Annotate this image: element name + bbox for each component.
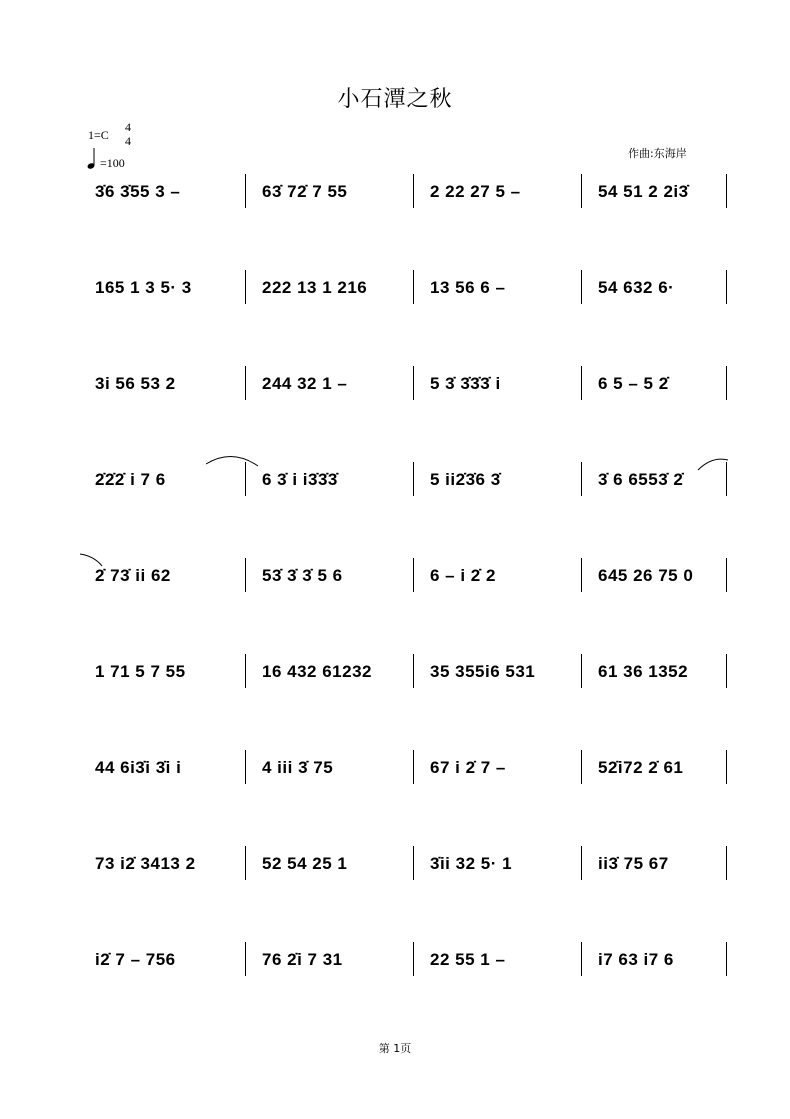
- barline: [581, 654, 582, 688]
- barline: [581, 174, 582, 208]
- measure: 53̇ 3̇ 3̇ 5 6: [262, 566, 343, 585]
- barline: [726, 654, 727, 688]
- time-signature: [123, 120, 133, 148]
- score-system: [0, 268, 790, 308]
- score-system: [0, 844, 790, 884]
- measure: 63̇ 72̇ 7 55: [262, 182, 348, 201]
- barline: [245, 174, 246, 208]
- measure: 3̇6 3̇55 3 –: [95, 182, 181, 201]
- measure: 165 1 3 5· 3: [95, 278, 192, 297]
- measure: 4 iii 3̇ 75: [262, 758, 334, 777]
- barline: [413, 654, 414, 688]
- barline: [726, 270, 727, 304]
- measure: 3i 56 53 2: [95, 374, 176, 393]
- measure: 16 432 61232: [262, 662, 372, 681]
- barline: [726, 558, 727, 592]
- measure: 6 – i 2̇ 2: [430, 566, 496, 585]
- score-system: [0, 556, 790, 596]
- barline: [581, 846, 582, 880]
- barline: [726, 846, 727, 880]
- page-number: 第 1页: [378, 1042, 412, 1055]
- measure: 645 26 75 0: [598, 566, 694, 585]
- score-system: [0, 940, 790, 980]
- barline: [413, 270, 414, 304]
- measure: 6 3̇ i i3̇3̇3̇: [262, 470, 338, 489]
- barline: [245, 462, 246, 496]
- composer-credit: 作曲:东海岸: [628, 147, 687, 160]
- barline: [245, 750, 246, 784]
- barline: [413, 366, 414, 400]
- measure: 2 22 27 5 –: [430, 182, 521, 201]
- measure: 2̇ 73̇ ii 62: [95, 566, 171, 585]
- measure: 6 5 – 5 2̇: [598, 374, 669, 393]
- key-signature: 1=C: [88, 128, 109, 142]
- tempo-value: =100: [100, 156, 125, 170]
- score-system: [0, 652, 790, 692]
- barline: [726, 462, 727, 496]
- measure: 5 3̇ 3̇3̇3̇ i: [430, 374, 501, 393]
- measure: 52 54 25 1: [262, 854, 348, 873]
- page-title: 小石潭之秋: [337, 87, 453, 112]
- barline: [581, 366, 582, 400]
- measure: 54 632 6·: [598, 278, 675, 297]
- barline: [581, 270, 582, 304]
- time-signature-top: 4: [125, 120, 131, 134]
- measure: 54 51 2 2i3̇: [598, 182, 689, 201]
- barline: [245, 846, 246, 880]
- barline: [581, 558, 582, 592]
- barline: [413, 750, 414, 784]
- measure: i2̇ 7 – 756: [95, 950, 176, 969]
- measure: 35 355i6 531: [430, 662, 536, 681]
- measure: 1 71 5 7 55: [95, 662, 186, 681]
- barline: [245, 270, 246, 304]
- score-system: [0, 364, 790, 404]
- barline: [581, 750, 582, 784]
- measure: 52̇i72 2̇ 61: [598, 758, 684, 777]
- measure: 222 13 1 216: [262, 278, 368, 297]
- barline: [245, 654, 246, 688]
- barline: [581, 942, 582, 976]
- score-system: [0, 748, 790, 788]
- barline: [413, 462, 414, 496]
- measure: 61 36 1352: [598, 662, 689, 681]
- measure: 2̇2̇2̇ i 7 6: [95, 470, 166, 489]
- barline: [726, 942, 727, 976]
- measure: 76 2̇i 7 31: [262, 950, 343, 969]
- barline: [413, 942, 414, 976]
- barline: [245, 366, 246, 400]
- measure: 67 i 2̇ 7 –: [430, 758, 506, 777]
- barline: [413, 846, 414, 880]
- time-signature-bottom: 4: [125, 134, 131, 148]
- barline: [726, 174, 727, 208]
- measure: 13 56 6 –: [430, 278, 506, 297]
- measure: 22 55 1 –: [430, 950, 506, 969]
- measure: i7 63 i7 6: [598, 950, 674, 969]
- measure: 3̇ii 32 5· 1: [430, 854, 513, 873]
- barline: [581, 462, 582, 496]
- barline: [245, 558, 246, 592]
- score-system: [0, 172, 790, 212]
- barline: [726, 366, 727, 400]
- measure: 3̇ 6 6553̇ 2̇: [598, 470, 684, 489]
- barline: [413, 174, 414, 208]
- measure: ii3̇ 75 67: [598, 854, 669, 873]
- measure: 44 6i3̇i 3̇i i: [95, 758, 182, 777]
- barline: [726, 750, 727, 784]
- measure: 5 ii2̇3̇6 3̇: [430, 470, 501, 489]
- score-system: [0, 460, 790, 500]
- barline: [245, 942, 246, 976]
- measure: 244 32 1 –: [262, 374, 348, 393]
- measure: 73 i2̇ 3413 2: [95, 854, 196, 873]
- barline: [413, 558, 414, 592]
